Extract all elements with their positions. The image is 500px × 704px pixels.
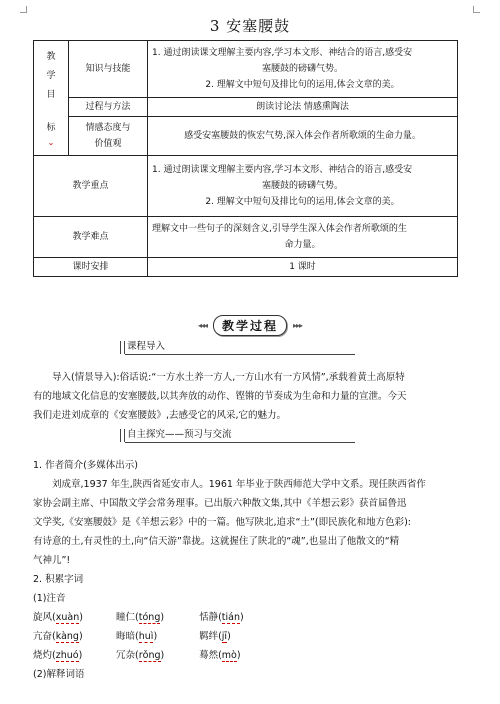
table-row: [34, 156, 458, 217]
lesson-title: 3 安塞腰鼓: [209, 17, 291, 35]
time-label: 课时安排: [34, 258, 148, 277]
pinyin-entry: 蓦然(mò): [199, 650, 241, 661]
sub-heading: (1)注音: [33, 593, 66, 604]
goal-char: 标: [46, 123, 56, 133]
pinyin-entry: 瞳仁(tóng): [116, 612, 165, 623]
banner-title: 教学过程: [213, 315, 287, 336]
teaching-process-banner: [0, 313, 500, 337]
item-heading: 1. 作者简介(多媒体出示): [33, 460, 138, 471]
goal-label-cell: [34, 41, 69, 156]
table-row: [34, 41, 458, 98]
section-bar-icon: [120, 429, 125, 442]
goal-char: 教: [46, 52, 56, 62]
process-label: 过程与方法: [69, 98, 148, 117]
table-row: [34, 258, 458, 277]
knowledge-content: 1. 通过朗读课文理解主要内容,学习本文形、神结合的语言,感受安 塞腰鼓的磅礴气势。 2. 理解文中短句及排比句的运用,体会文章的美。: [148, 41, 458, 98]
table-row: [34, 217, 458, 258]
difficulty-label: 教学难点: [34, 217, 148, 258]
section-bar-icon: [120, 341, 125, 354]
pinyin-row: [33, 627, 473, 646]
pinyin-entry: 旋风(xuàn): [33, 612, 83, 623]
section-tag-intro: 课程导入: [125, 340, 355, 355]
emotion-label: 情感态度与 价值观: [69, 117, 148, 156]
right-arrows-icon: ▸▸▸: [293, 320, 303, 330]
pinyin-entry: 亢奋(kàng): [33, 631, 83, 642]
corner-mark-left: [20, 6, 27, 13]
pinyin-row: [33, 608, 473, 627]
pinyin-row: [33, 646, 473, 665]
sub-heading: (2)解释词语: [33, 669, 85, 680]
corner-mark-right: [473, 6, 480, 13]
explore-section: 1. 作者简介(多媒体出示) 刘成章,1937 年生,陕西省延安市人。1961 年毕业于陕西师范大学中文系。现任陕西省作 家协会副主席、中国散文学会常务理事。已出版六种散文集,其中《羊想云彩》获首届鲁迅 文学奖,《安塞腰鼓》是《羊想云彩》中的一篇。他写陕北,追求“土”(即民族化和地方色彩): 有诗意的土,有灵性的土,向“信天游”靠拢。这就握住了陕北的“魂”,也显出了他散文的“精 气神儿”! 2. 积累字词 (1)注音 旋风(xuàn) 瞳仁(tóng) 恬静(tián) 亢奋(kàng) 晦暗(huì) 羁绊(jī) 烧灼(zhuó) 冗杂(rǒng) 蓦然(mò) (2)解释词语: [33, 456, 473, 684]
item-heading: 2. 积累字词: [33, 574, 84, 585]
table-row: [34, 98, 458, 117]
table-row: [34, 117, 458, 156]
goal-char: 目: [46, 90, 56, 100]
intro-paragraph: 导入(情景导入):俗话说:“一方水土养一方人,一方山水有一方风情”,承载着黄土高原特 有的地域文化信息的安塞腰鼓,以其奔放的动作、铿锵的节奏成为生命和力量的宣泄。今天 我们走进刘成章的《安塞腰鼓》,去感受它的风采,它的魅力。: [33, 372, 407, 421]
left-arrows-icon: ◂◂◂: [197, 320, 207, 330]
pinyin-entry: 羁绊(jī): [199, 631, 231, 642]
knowledge-label: 知识与技能: [69, 41, 148, 98]
red-check-icon: ⌄: [47, 138, 55, 147]
key-content: 1. 通过朗读课文理解主要内容,学习本文形、神结合的语言,感受安 塞腰鼓的磅礴气势。 2. 理解文中短句及排比句的运用,体会文章的美。: [148, 156, 458, 217]
pinyin-entry: 烧灼(zhuó): [33, 650, 83, 661]
time-value: 1 课时: [148, 258, 458, 277]
pinyin-entry: 恬静(tián): [199, 612, 244, 623]
key-label: 教学重点: [34, 156, 148, 217]
difficulty-content: 理解文中一些句子的深刻含义,引导学生深入体会作者所歌颂的生 命力量。: [148, 217, 458, 258]
lesson-plan-table: [33, 40, 458, 277]
goal-char: 学: [46, 71, 56, 81]
pinyin-entry: 冗杂(rǒng): [116, 650, 165, 661]
section-tag-explore: 自主探究——预习与交流: [125, 428, 355, 443]
process-content: 朗读讨论法 情感熏陶法: [148, 98, 458, 117]
emotion-content: 感受安塞腰鼓的恢宏气势,深入体会作者所歌颂的生命力量。: [148, 117, 458, 156]
pinyin-entry: 晦暗(huì): [116, 631, 158, 642]
